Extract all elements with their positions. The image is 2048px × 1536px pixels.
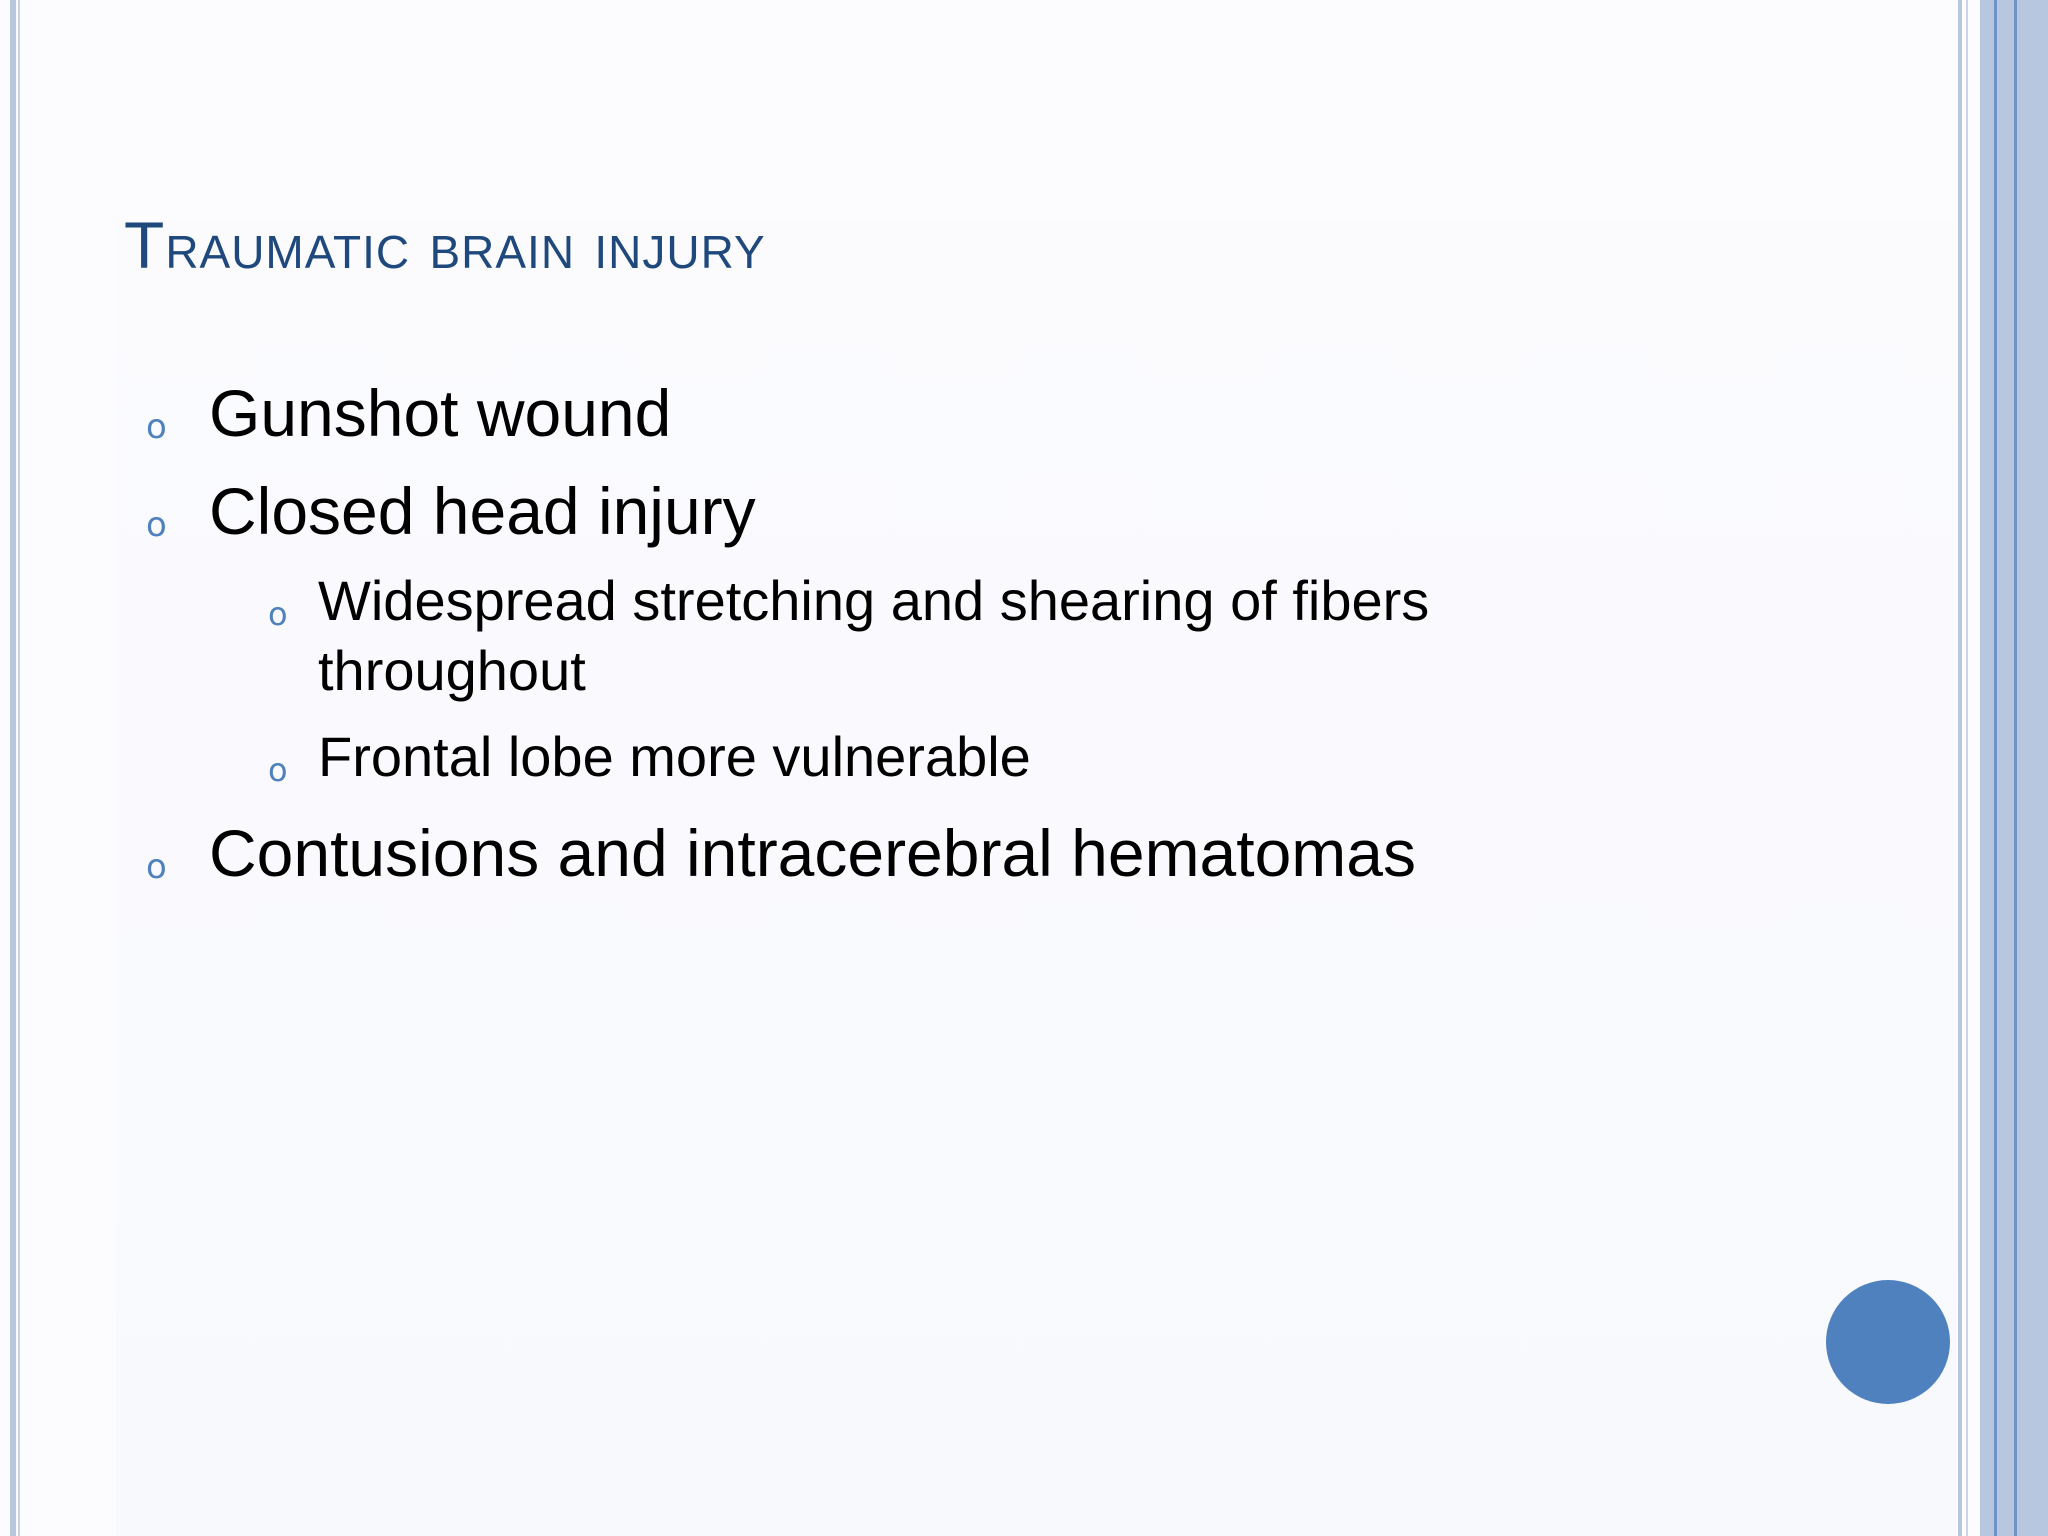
right-border-stripe	[1994, 0, 1997, 1536]
bullet-marker-icon: o	[146, 407, 167, 447]
bullet-marker-icon: o	[146, 847, 167, 887]
right-border-stripe	[2014, 0, 2017, 1536]
bullet-item: Gunshot wound	[209, 376, 672, 450]
right-border-line-inner	[1966, 0, 1968, 1536]
left-border-line-inner	[18, 0, 20, 1536]
bullet-item: Closed head injury	[209, 474, 756, 548]
slide-title: Traumatic brain injury	[124, 208, 766, 282]
bullet-marker-icon: o	[146, 505, 167, 545]
slide-nav-circle-button[interactable]	[1826, 1280, 1950, 1404]
left-border-line	[10, 0, 16, 1536]
sub-bullet-marker-icon: o	[268, 751, 288, 789]
right-border-line	[1958, 0, 1962, 1536]
bullet-item: Contusions and intracerebral hematomas	[209, 816, 1416, 890]
sub-bullet-item: Widespread stretching and shearing of fibers throughout	[318, 569, 1430, 702]
sub-bullet-item: Frontal lobe more vulnerable	[318, 725, 1031, 788]
sub-bullet-marker-icon: o	[268, 595, 288, 633]
